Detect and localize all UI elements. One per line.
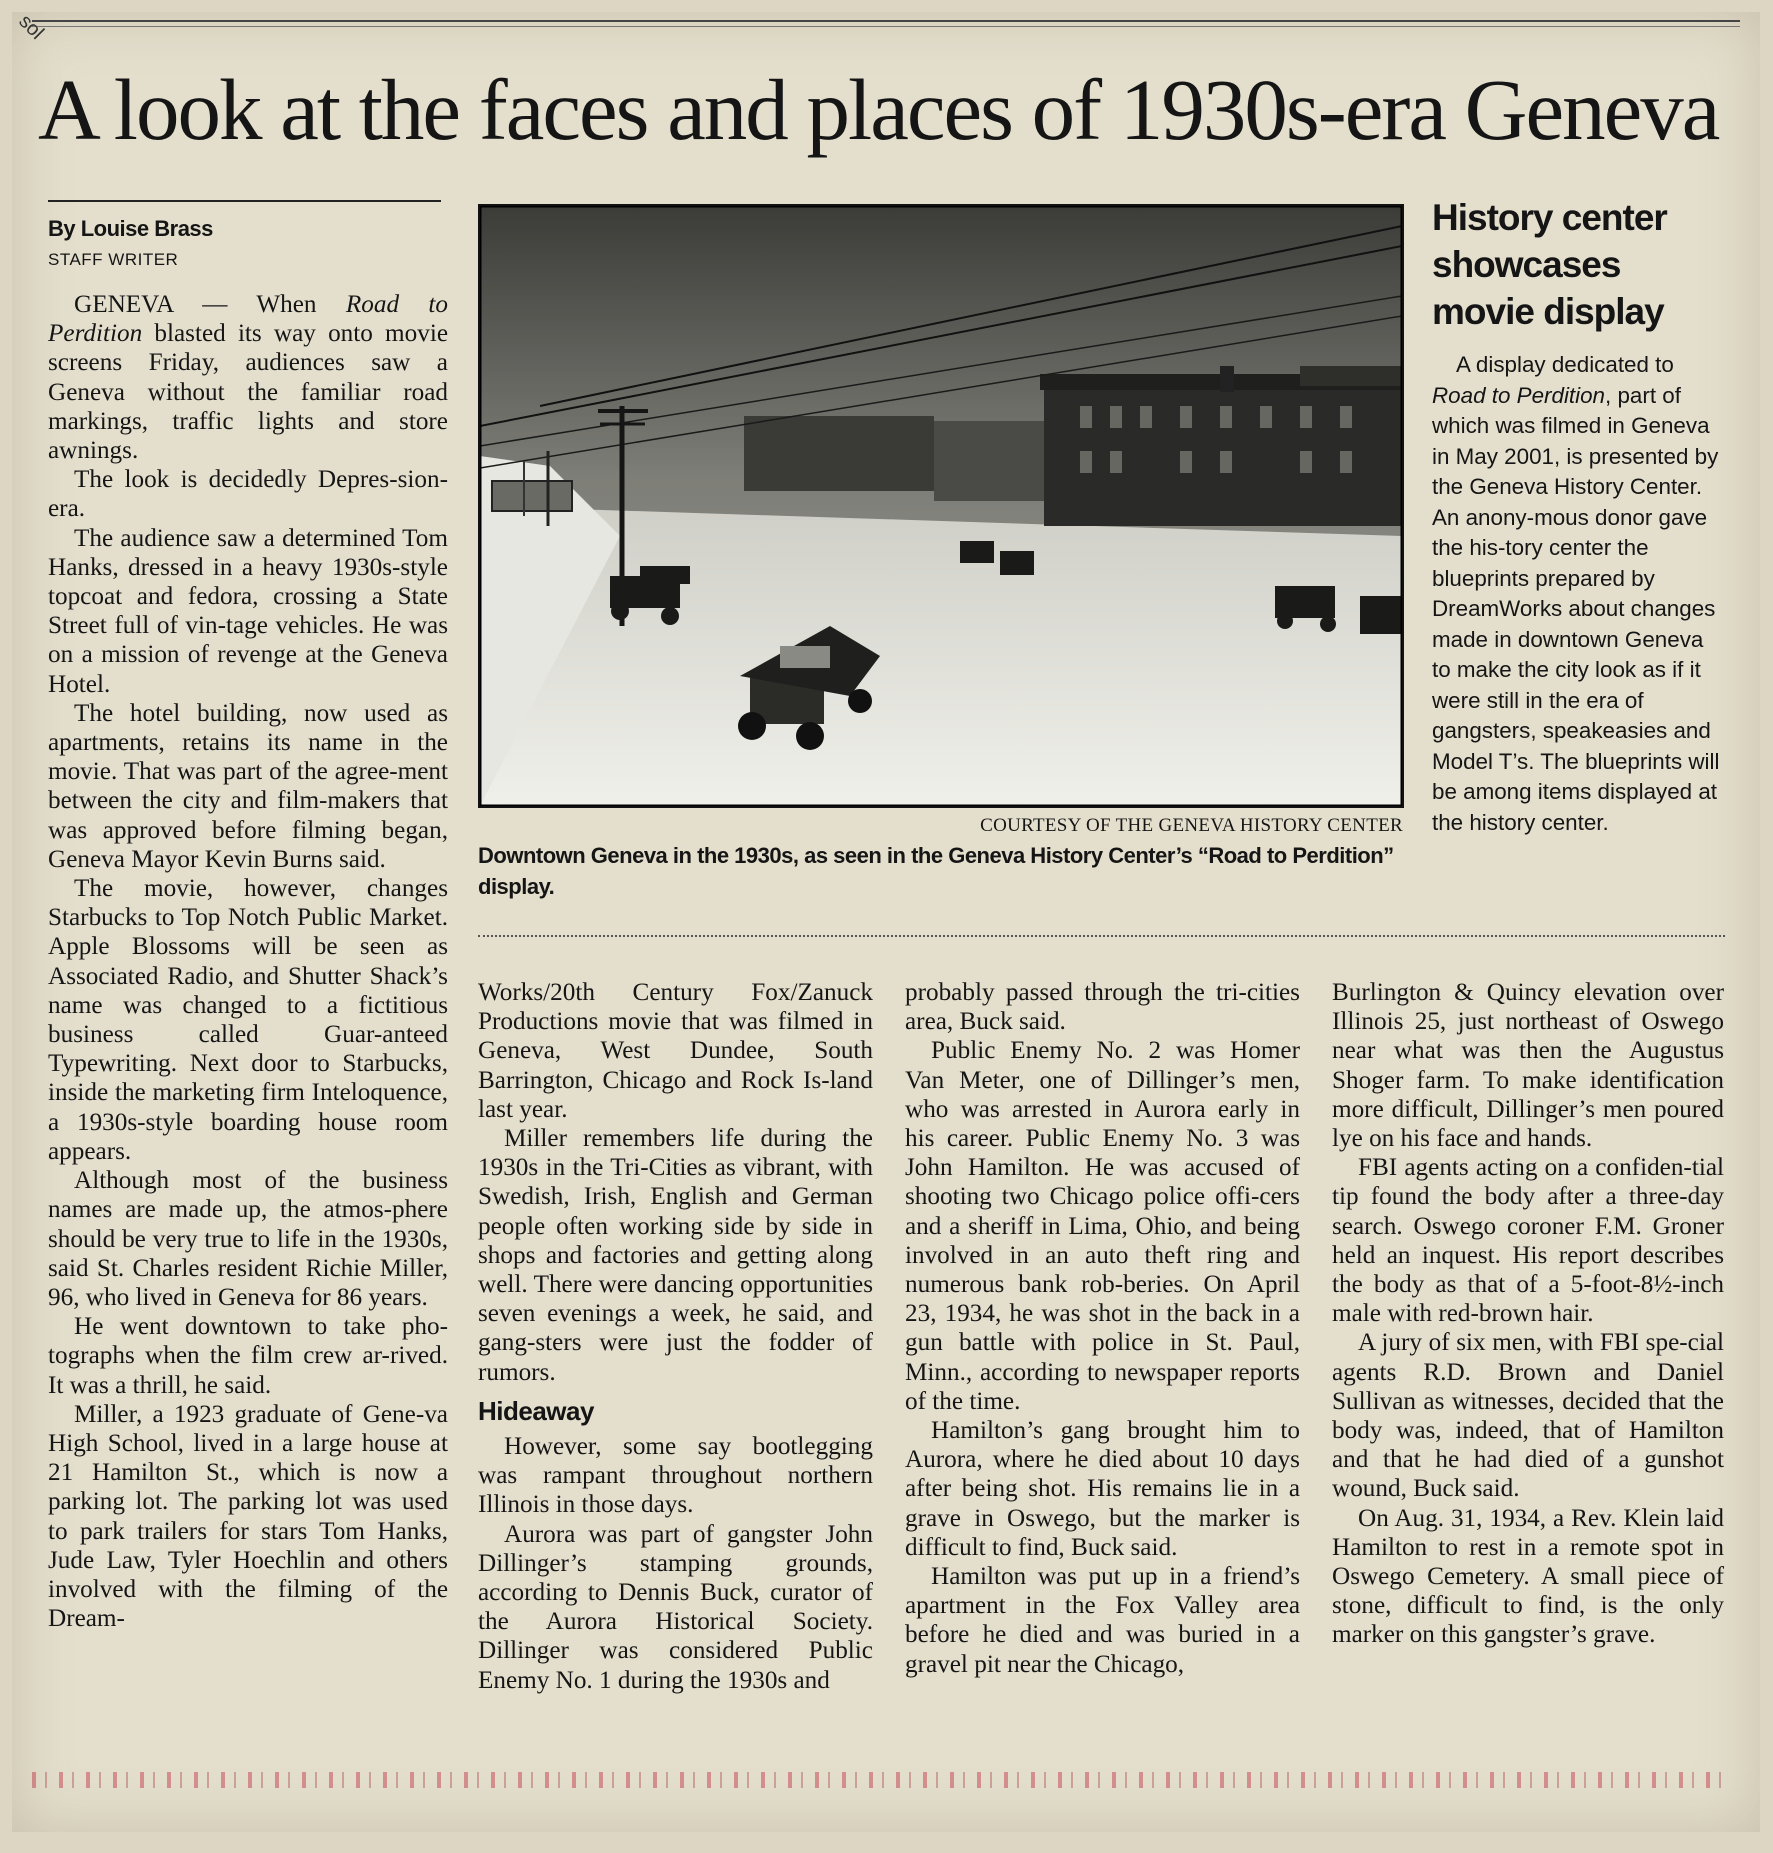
- paragraph-text: blasted its way onto movie screens Friday, audiences saw a Geneva without the familiar road markings, traffic lights and store awnings.: [48, 320, 448, 465]
- byline-rule: [48, 200, 441, 202]
- paragraph: Miller, a 1923 graduate of Gene-va High School, lived in a large house at 21 Hamilton St., which is now a parking lot. The parking lot was used to park trailers for stars Tom Hanks, Jude Law, Tyler Hoechlin and others involved with the filming of the Dream-: [48, 1400, 448, 1633]
- paragraph: Works/20th Century Fox/Zanuck Productions movie that was filmed in Geneva, West Dundee, South Barrington, Chicago and Rock Is-land last year.: [478, 979, 873, 1123]
- article-column-2: [478, 978, 873, 1695]
- byline: By Louise Brass: [48, 216, 213, 241]
- staff-writer-label: STAFF WRITER: [48, 250, 179, 269]
- paragraph-text: GENEVA — When: [74, 291, 346, 318]
- paragraph: Although most of the business names are made up, the atmos-phere should be very true to life in the 1930s, said St. Charles resident Richie Miller, 96, who lived in Geneva for 86 years.: [48, 1167, 448, 1311]
- paragraph-text: A display dedicated to: [1456, 352, 1674, 377]
- sidebar-body: [1432, 350, 1727, 838]
- top-rule: [32, 20, 1740, 22]
- paragraph: A jury of six men, with FBI spe-cial agents R.D. Brown and Daniel Sullivan as witnesses, decided that the body was, indeed, that of Hamilton and that he had died of a gunshot wound, Buck said.: [1332, 1329, 1724, 1503]
- dotted-divider: [478, 935, 1725, 937]
- paragraph: [48, 290, 448, 465]
- sidebar-headline-line: showcases: [1432, 244, 1621, 285]
- paragraph: Hamilton’s gang brought him to Aurora, where he died about 10 days after being shot. His remains lie in a grave in Oswego, but the marker is difficult to find, Buck said.: [905, 1417, 1300, 1561]
- subhead: Hideaway: [478, 1395, 594, 1426]
- paragraph: probably passed through the tri-cities area, Buck said.: [905, 979, 1300, 1036]
- paragraph: Burlington & Quincy elevation over Illinois 25, just northeast of Oswego near what was then the Augustus Shoger farm. To make identification more difficult, Dillinger’s men poured lye on his face and hands.: [1332, 979, 1724, 1153]
- sidebar-headline: [1432, 194, 1732, 335]
- paragraph: The hotel building, now used as apartments, retains its name in the movie. That was part of the agree-ment between the city and film-makers that was approved before filming began, Geneva Mayor Kevin Burns said.: [48, 699, 448, 873]
- ink-stain-strip: [32, 1772, 1732, 1788]
- paragraph: The audience saw a determined Tom Hanks, dressed in a heavy 1930s-style topcoat and fedora, crossing a State Street full of vin-tage vehicles. He was on a mission of revenge at the Geneva Hotel.: [48, 524, 448, 698]
- street-photo: [478, 204, 1404, 808]
- movie-title: Road to Perdition: [48, 291, 449, 348]
- sidebar-headline-line: History center: [1432, 197, 1667, 238]
- paragraph: However, some say bootlegging was rampant throughout northern Illinois in those days.: [478, 1433, 873, 1519]
- top-rule-thin: [32, 26, 1740, 27]
- paragraph: Public Enemy No. 2 was Homer Van Meter, one of Dillinger’s men, who was arrested in Aurora early in his career. Public Enemy No. 3 was John Hamilton. He was accused of shooting two Chicago police offi-cers and a sheriff in Lima, Ohio, and being involved in an auto theft ring and numerous bank rob-beries. On April 23, 1934, he was shot in the back in a gun battle with police in St. Paul, Minn., according to newspaper reports of the time.: [905, 1037, 1300, 1415]
- paragraph: The look is decidedly Depres-sion-era.: [48, 466, 448, 523]
- paragraph-text: , part of which was filmed in Geneva in May 2001, is presented by the Geneva History Center. An anony-mous donor gave the his-tory center the blueprints prepared by DreamWorks about changes made in downtown Geneva to make the city look as if it were still in the era of gangsters, speakeasies and Model T’s. The blueprints will be among items displayed at the history center.: [1432, 382, 1720, 835]
- article-column-4: [1332, 978, 1724, 1650]
- photo-credit: COURTESY OF THE GENEVA HISTORY CENTER: [980, 815, 1403, 836]
- sidebar-headline-line: movie display: [1432, 291, 1664, 332]
- sidebar-paragraph: [1432, 350, 1727, 838]
- movie-title: Road to Perdition: [1432, 382, 1606, 408]
- paragraph: Miller remembers life during the 1930s in the Tri-Cities as vibrant, with Swedish, Irish, English and German people often working side by side in shops and factories and getting along well. There were dancing opportunities seven evenings a week, he said, and gang-sters were just the fodder of rumors.: [478, 1125, 873, 1386]
- paragraph: On Aug. 31, 1934, a Rev. Klein laid Hamilton to rest in a remote spot in Oswego Cemetery. A small piece of stone, difficult to find, is the only marker on this gangster’s grave.: [1332, 1504, 1724, 1649]
- street-scene-illustration: [480, 206, 1402, 806]
- paragraph: Aurora was part of gangster John Dillinger’s stamping grounds, according to Dennis Buck, curator of the Aurora Historical Society. Dillinger was considered Public Enemy No. 1 during the 1930s and: [478, 1520, 873, 1694]
- paragraph: The movie, however, changes Starbucks to Top Notch Public Market. Apple Blossoms will be seen as Associated Radio, and Shutter Shack’s name was changed to a fictitious business called Guar-anteed Typewriting. Next door to Starbucks, inside the marketing firm Inteloquence, a 1930s-style boarding house room appears.: [48, 875, 448, 1165]
- paragraph: Hamilton was put up in a friend’s apartment in the Fox Valley area before he died and was buried in a gravel pit near the Chicago,: [905, 1563, 1300, 1678]
- headline: A look at the faces and places of 1930s-era Geneva: [38, 61, 1719, 158]
- paragraph: FBI agents acting on a confiden-tial tip found the body after a three-day search. Oswego coroner F.M. Groner held an inquest. His report describes the body as that of a 5-foot-8½-inch male with red-brown hair.: [1332, 1154, 1724, 1328]
- article-column-1: [48, 290, 448, 1633]
- photo-caption: Downtown Geneva in the 1930s, as seen in the Geneva History Center’s “Road to Perdition” display.: [478, 843, 1394, 899]
- edge-mark: sol: [14, 10, 48, 44]
- paragraph: He went downtown to take pho-tographs when the film crew ar-rived. It was a thrill, he said.: [48, 1313, 448, 1399]
- article-column-3: [905, 978, 1300, 1679]
